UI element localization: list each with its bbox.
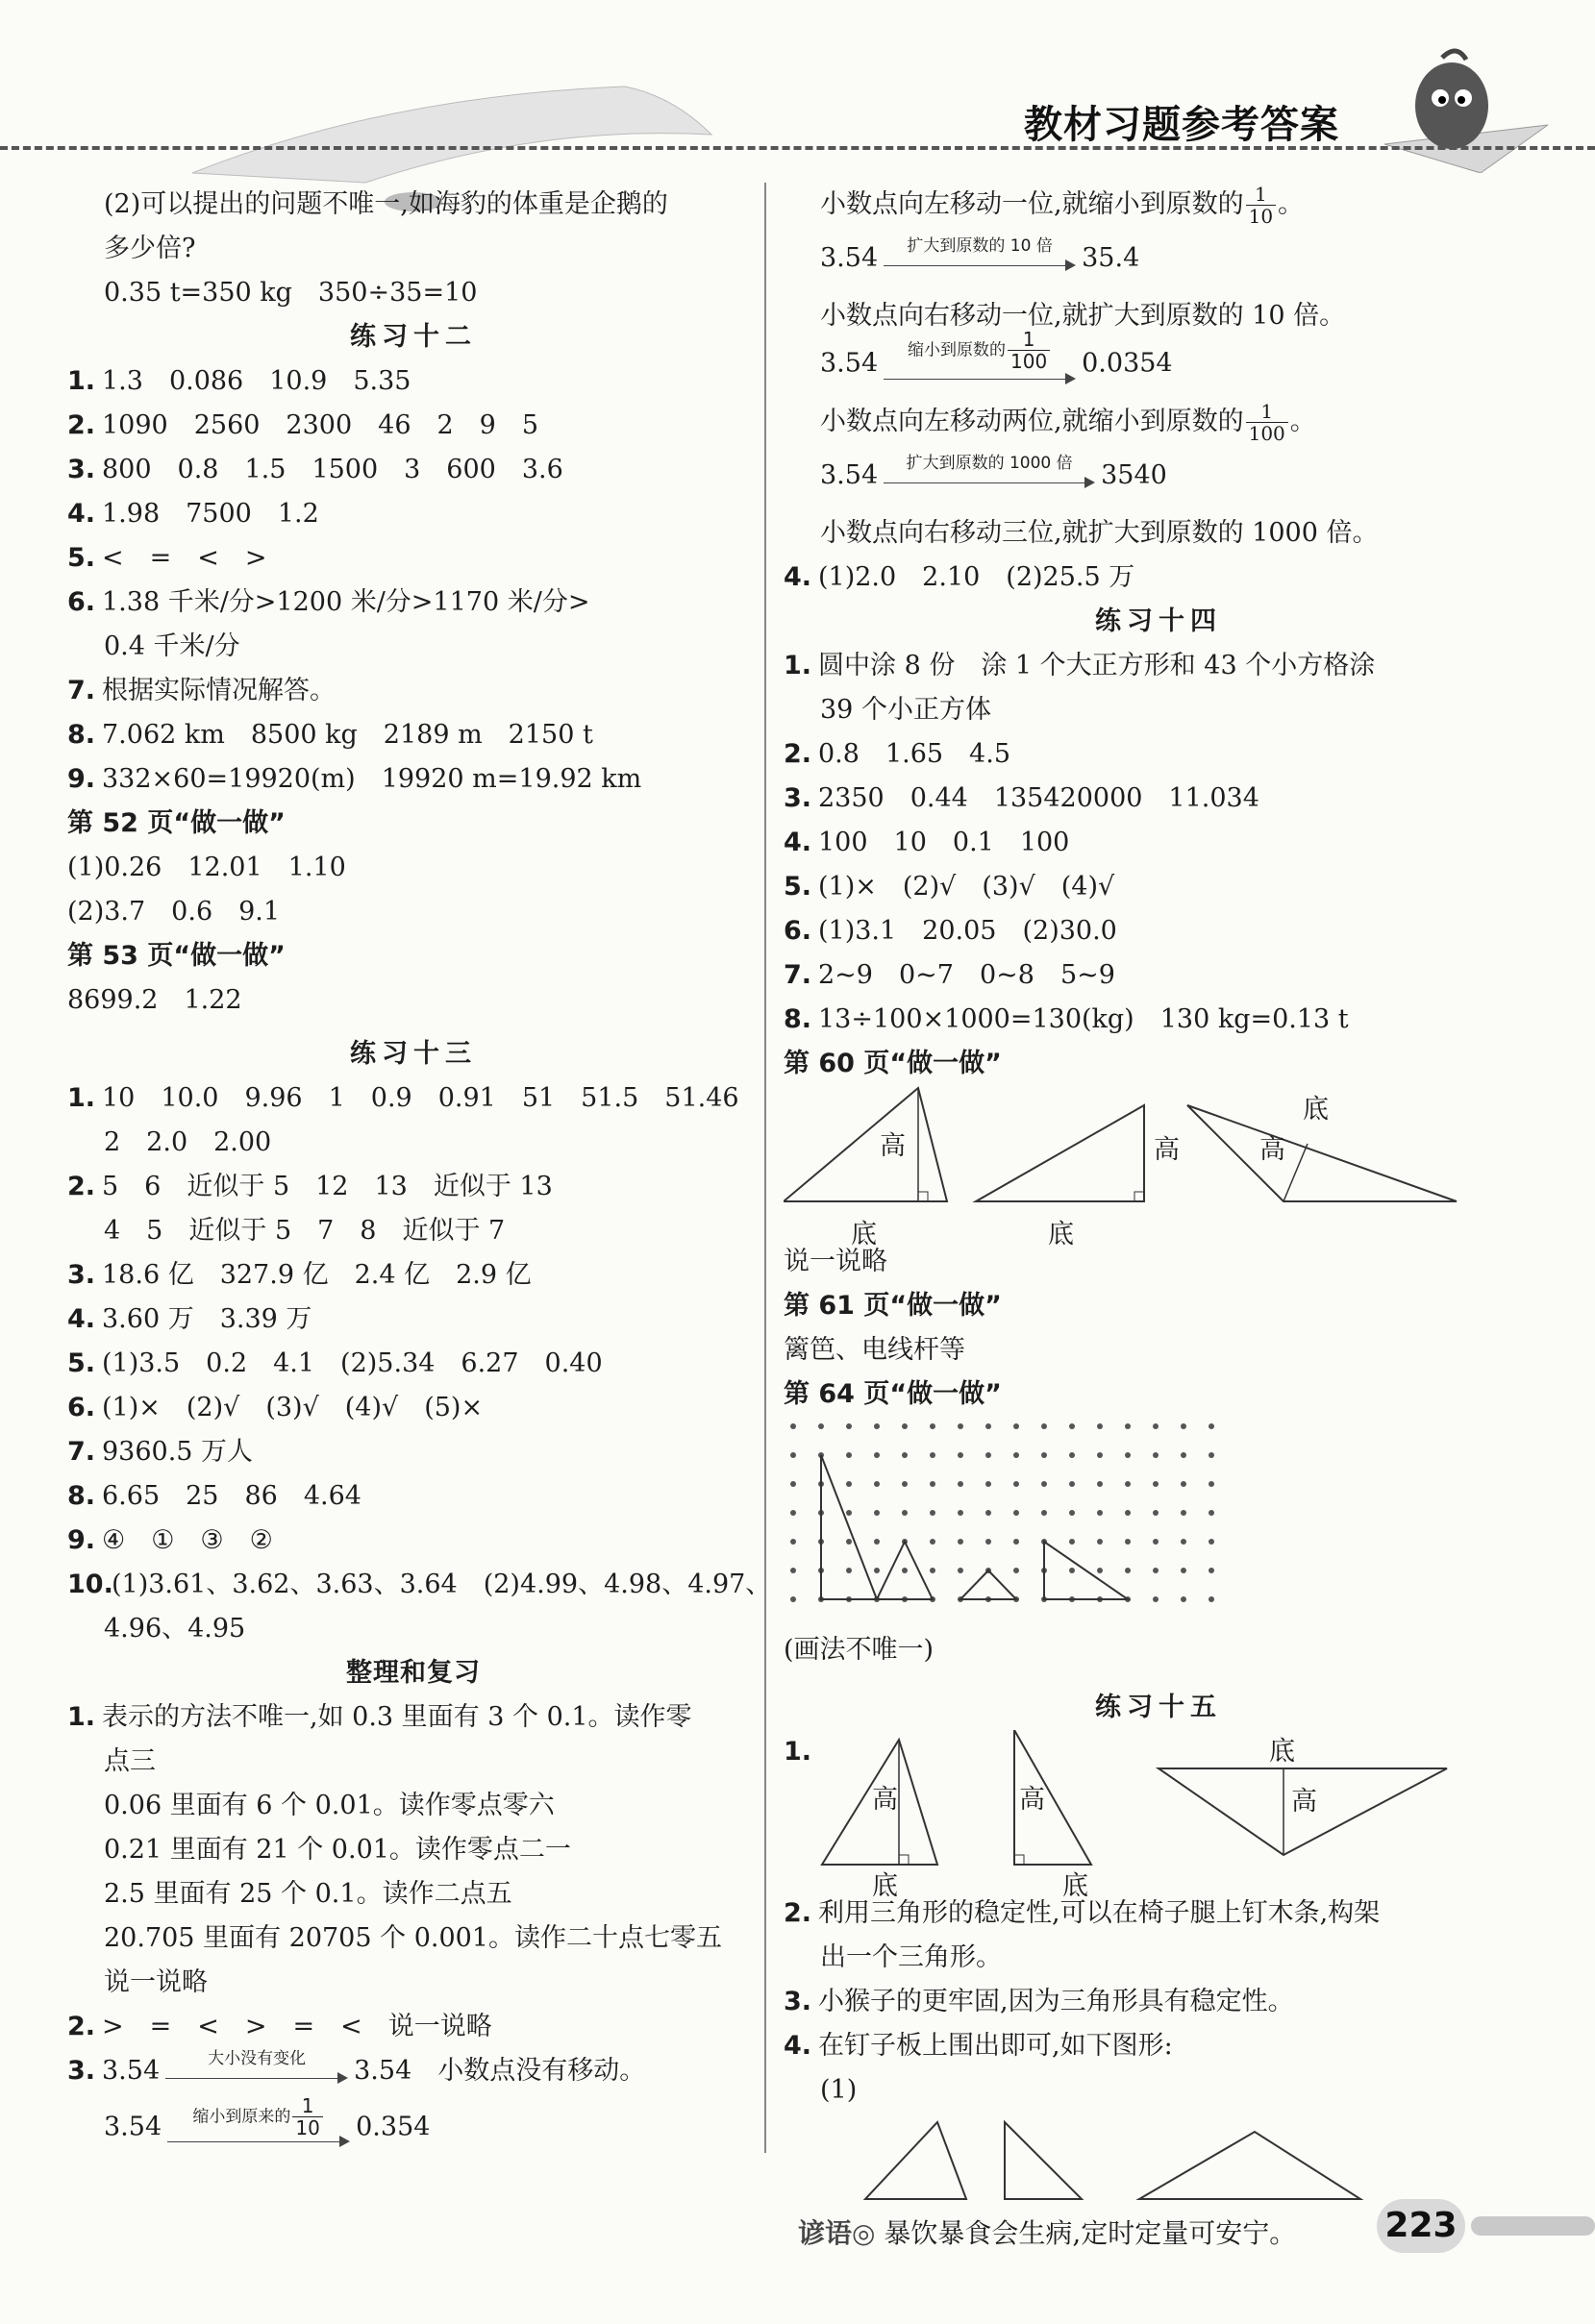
section-heading: 第 64 页“做一做”	[784, 1379, 1002, 1409]
item-number: 3.	[67, 455, 96, 484]
list-item	[784, 953, 1533, 998]
list-item	[67, 1607, 760, 1651]
item-text: (1)	[820, 2075, 858, 2105]
dot-grid-figure	[784, 1417, 1533, 1628]
proverb-text: 暴饮暴食会生病,定时定量可安宁。	[884, 2217, 1297, 2249]
item-text: 39 个小正方体	[820, 695, 991, 725]
list-item	[67, 1519, 760, 1563]
item-number: 2.	[67, 2012, 96, 2041]
item-text: 1.98 7500 1.2	[102, 499, 319, 529]
item-text: 100 10 0.1 100	[818, 828, 1070, 857]
list-item	[784, 2024, 1533, 2068]
list-item	[67, 1784, 760, 1828]
item-number: 3.	[784, 783, 812, 813]
section-title: 练习十三	[350, 1039, 477, 1069]
item-number: 2.	[67, 1172, 96, 1201]
item-number: 3.	[67, 2056, 96, 2086]
section-heading: 第 53 页“做一做”	[67, 941, 286, 971]
item-text: 根据实际情况解答。	[102, 676, 336, 705]
arrow-row: 3.54 扩大到原数的 1000 倍 3540	[784, 454, 1533, 511]
item-number: 6.	[784, 916, 812, 946]
item-text: 在钉子板上围出即可,如下图形:	[818, 2031, 1173, 2061]
item-number: 8.	[67, 1481, 96, 1511]
exercise-15-list	[784, 1891, 1533, 2113]
arrow-to: 3.54	[354, 2056, 412, 2086]
item-number: 4.	[67, 499, 96, 529]
list-item	[67, 625, 760, 669]
item-text: 332×60=19920(m) 19920 m=19.92 km	[102, 764, 642, 794]
list-item	[67, 1961, 760, 2005]
header-title: 教材习题参考答案	[1024, 103, 1339, 147]
item-text: 4 5 近似于 5 7 8 近似于 7	[104, 1216, 506, 1246]
text-line: 小数点向右移动一位,就扩大到原数的 10 倍。	[820, 301, 1346, 331]
text-line: 说一说略	[784, 1247, 887, 1276]
exercise-15-figure	[784, 1730, 1533, 1901]
item-number: 5.	[67, 543, 96, 573]
item-number: 1.	[67, 1083, 96, 1113]
item-text: ④ ① ③ ②	[102, 1525, 273, 1555]
list-item	[67, 1386, 760, 1430]
item-number: 5.	[67, 1348, 96, 1378]
item-text: > = < > = < 说一说略	[102, 2012, 492, 2041]
item-number: 6.	[67, 1393, 96, 1422]
section-title: 整理和复习	[346, 1658, 481, 1688]
label-base: 底	[851, 1220, 877, 1249]
label-height: 高	[872, 1785, 898, 1815]
text-line: (2)3.7 0.6 9.1	[67, 897, 281, 927]
arrow-from: 3.54	[102, 2056, 161, 2086]
review-list	[67, 1695, 760, 2049]
list-item	[67, 492, 760, 536]
list-item	[67, 2005, 760, 2049]
section-title: 练习十四	[1095, 606, 1222, 636]
eggplant-mascot-icon	[1365, 38, 1558, 173]
item-text: 6.65 25 86 4.64	[102, 1481, 361, 1511]
item-text: < = < >	[102, 543, 267, 573]
item-number: 7.	[67, 1437, 96, 1467]
exercise-13-list	[67, 1076, 772, 1651]
arrow	[165, 2048, 348, 2091]
arrow-row: 3.54 缩小到原数的 $\frac{1}{100}$ 0.0354	[784, 338, 1533, 400]
arrow-row	[67, 2094, 760, 2161]
item-number: 5.	[784, 872, 812, 902]
item-number: 8.	[67, 720, 96, 750]
item-text: 10 10.0 9.96 1 0.9 0.91 51 51.5 51.46	[102, 1083, 739, 1113]
item-text: 7.062 km 8500 kg 2189 m 2150 t	[102, 720, 593, 750]
list-item	[67, 1209, 760, 1253]
arrow-note: 小数点没有移动。	[437, 2056, 646, 2086]
item-number: 4.	[67, 1304, 96, 1334]
footer-bar	[1471, 2216, 1595, 2236]
triangles-figure	[784, 1086, 1533, 1249]
section-heading: 第 52 页“做一做”	[67, 808, 286, 838]
item-number: 2.	[784, 1898, 812, 1928]
list-item	[67, 1298, 760, 1342]
list-item	[67, 404, 760, 448]
item-text: 800 0.8 1.5 1500 3 600 3.6	[102, 455, 563, 484]
list-item	[67, 713, 760, 757]
item-text: 小猴子的更牢固,因为三角形具有稳定性。	[818, 1987, 1294, 2016]
text-line: 小数点向左移动两位,就缩小到原数的 $\frac{1}{100}$ 。	[820, 400, 1316, 445]
item-text: (1)3.1 20.05 (2)30.0	[818, 916, 1117, 946]
item-number: 1.	[67, 1702, 96, 1732]
text-line: 多少倍?	[104, 234, 196, 263]
list-item	[784, 821, 1533, 865]
text-line: 小数点向左移动一位,就缩小到原数的 $\frac{1}{10}$ 。	[820, 183, 1305, 228]
arrow-to: 0.354	[356, 2112, 431, 2142]
text-line: (画法不唯一)	[784, 1635, 935, 1665]
item-number: 1.	[67, 366, 96, 396]
header-divider	[0, 146, 1595, 150]
item-text: 1.38 千米/分>1200 米/分>1170 米/分>	[102, 587, 590, 617]
item-text: 点三	[104, 1746, 156, 1776]
arrow-label: 缩小到原来的 $\frac{1}{10}$	[167, 2095, 350, 2139]
list-item	[784, 2068, 1533, 2113]
item-number: 3.	[67, 1260, 96, 1290]
text-line: (2)可以提出的问题不唯一,如海豹的体重是企鹅的	[104, 189, 668, 219]
text-line: (1)0.26 12.01 1.10	[67, 853, 346, 882]
item-number: 4.	[784, 2031, 812, 2061]
list-item	[67, 1342, 760, 1386]
list-item	[784, 644, 1533, 688]
item-text: 0.4 千米/分	[104, 631, 240, 661]
list-item	[67, 359, 760, 404]
list-item	[67, 1695, 760, 1740]
list-item	[784, 865, 1533, 909]
item-text: 5 6 近似于 5 12 13 近似于 13	[102, 1172, 553, 1201]
section-title: 练习十五	[1095, 1693, 1222, 1722]
item-text: 出一个三角形。	[820, 1942, 1002, 1972]
fraction: $\frac{1}{100}$	[1246, 401, 1288, 444]
list-item	[67, 448, 760, 492]
item-text: 1090 2560 2300 46 2 9 5	[102, 410, 539, 440]
arrow-label: 大小没有变化	[208, 2048, 307, 2068]
column-divider	[764, 183, 766, 2153]
item-number: 7.	[67, 676, 96, 705]
page-number: 223	[1377, 2199, 1465, 2253]
list-item	[67, 1872, 760, 1916]
item-text: 1.3 0.086 10.9 5.35	[102, 366, 411, 396]
list-item	[67, 669, 760, 713]
footer-motto	[798, 2213, 1296, 2251]
arrow: 扩大到原数的 1000 倍	[884, 457, 1095, 496]
item-number: 3.	[784, 1987, 812, 2016]
list-item	[67, 1563, 772, 1607]
item-text: (1)× (2)√ (3)√ (4)√ (5)×	[102, 1393, 484, 1422]
label-height: 高	[1019, 1785, 1045, 1815]
list-item	[67, 1740, 760, 1784]
item-text: 2 2.0 2.00	[104, 1127, 272, 1157]
item-text: (1)3.61、3.62、3.63、3.64 (2)4.99、4.98、4.97、	[112, 1570, 772, 1599]
item-text: 0.21 里面有 21 个 0.01。读作零点二一	[104, 1835, 571, 1865]
item-number: 9.	[67, 764, 96, 794]
list-item	[67, 757, 760, 802]
section-heading: 第 60 页“做一做”	[784, 1049, 1002, 1078]
list-item	[784, 909, 1533, 953]
right-column	[784, 183, 1533, 2209]
list-item	[67, 1121, 760, 1165]
item-text: (1)3.5 0.2 4.1 (2)5.34 6.27 0.40	[102, 1348, 603, 1378]
item-number: 2.	[784, 739, 812, 769]
text-line: 小数点向右移动三位,就扩大到原数的 1000 倍。	[820, 518, 1379, 548]
arrow: 缩小到原数的 $\frac{1}{100}$	[884, 338, 1076, 390]
proverb-tag: 谚语◎	[798, 2217, 876, 2249]
label-height: 高	[1259, 1135, 1285, 1165]
item-number: 8.	[784, 1004, 812, 1034]
item-text: 0.8 1.65 4.5	[818, 739, 1010, 769]
list-item	[67, 1430, 760, 1474]
list-item: 4. (1)2.0 2.10 (2)25.5 万	[784, 562, 1135, 592]
label-base: 底	[1303, 1095, 1329, 1125]
page-header	[0, 0, 1595, 183]
left-column	[67, 183, 772, 2161]
item-text: 2~9 0~7 0~8 5~9	[818, 960, 1115, 990]
list-item	[784, 732, 1533, 777]
section-title: 练习十二	[350, 322, 477, 352]
item-text: 13÷100×1000=130(kg) 130 kg=0.13 t	[818, 1004, 1349, 1034]
label-base: 底	[1048, 1220, 1074, 1249]
list-item	[67, 1828, 760, 1872]
section-heading: 第 61 页“做一做”	[784, 1291, 1002, 1321]
item-number: 1.	[784, 1737, 812, 1767]
label-height: 高	[880, 1131, 906, 1161]
item-number: 9.	[67, 1525, 96, 1555]
text-line: 篱笆、电线杆等	[784, 1335, 965, 1365]
list-item	[784, 688, 1533, 732]
text-line: 0.35 t=350 kg 350÷35=10	[104, 278, 478, 308]
item-number: 10.	[67, 1570, 113, 1599]
item-text: 2350 0.44 135420000 11.034	[818, 783, 1259, 813]
item-number: 2.	[67, 410, 96, 440]
list-item	[67, 536, 760, 581]
item-number: 7.	[784, 960, 812, 990]
fraction: $\frac{1}{10}$	[1246, 184, 1276, 227]
exercise-14-list	[784, 644, 1533, 1042]
list-item	[67, 1076, 760, 1121]
list-item	[784, 1936, 1533, 1980]
item-text: 4.96、4.95	[104, 1614, 246, 1644]
item-text: 说一说略	[104, 1967, 208, 1997]
list-item	[784, 1980, 1533, 2024]
item-number: 6.	[67, 587, 96, 617]
arrow	[167, 2094, 350, 2153]
item-text: 3.60 万 3.39 万	[102, 1304, 312, 1334]
list-item	[67, 1916, 760, 1961]
item-text: 2.5 里面有 25 个 0.1。读作二点五	[104, 1879, 512, 1909]
label-base: 底	[872, 1871, 898, 1901]
list-item	[67, 1253, 760, 1298]
item-text: 圆中涂 8 份 涂 1 个大正方形和 43 个小方格涂	[818, 651, 1376, 680]
arrow: 扩大到原数的 10 倍	[884, 240, 1076, 279]
item-text: 9360.5 万人	[102, 1437, 254, 1467]
item-text: (1)× (2)√ (3)√ (4)√	[818, 872, 1115, 902]
list-item	[67, 1474, 760, 1519]
exercise-12-list	[67, 359, 760, 802]
item-text: 20.705 里面有 20705 个 0.001。读作二十点七零五	[104, 1923, 722, 1953]
item-text: 表示的方法不唯一,如 0.3 里面有 3 个 0.1。读作零	[102, 1702, 692, 1732]
item-text: 18.6 亿 327.9 亿 2.4 亿 2.9 亿	[102, 1260, 532, 1290]
label-base: 底	[1269, 1737, 1295, 1767]
item-text: 0.06 里面有 6 个 0.01。读作零点零六	[104, 1791, 555, 1820]
list-item	[67, 1165, 760, 1209]
nail-board-figure	[784, 2113, 1533, 2209]
label-base: 底	[1062, 1871, 1088, 1901]
label-height: 高	[1154, 1135, 1180, 1165]
list-item	[784, 777, 1533, 821]
item-text: 利用三角形的稳定性,可以在椅子腿上钉木条,构架	[818, 1898, 1381, 1928]
item-number: 1.	[784, 651, 812, 680]
list-item	[67, 581, 760, 625]
list-item	[784, 998, 1533, 1042]
list-item	[784, 1891, 1533, 1936]
arrow-row: 3.54 扩大到原数的 10 倍 35.4	[784, 236, 1533, 294]
item-number: 4.	[784, 828, 812, 857]
label-height: 高	[1291, 1787, 1317, 1817]
text-line: 8699.2 1.22	[67, 985, 242, 1015]
arrow-from: 3.54	[104, 2112, 162, 2142]
